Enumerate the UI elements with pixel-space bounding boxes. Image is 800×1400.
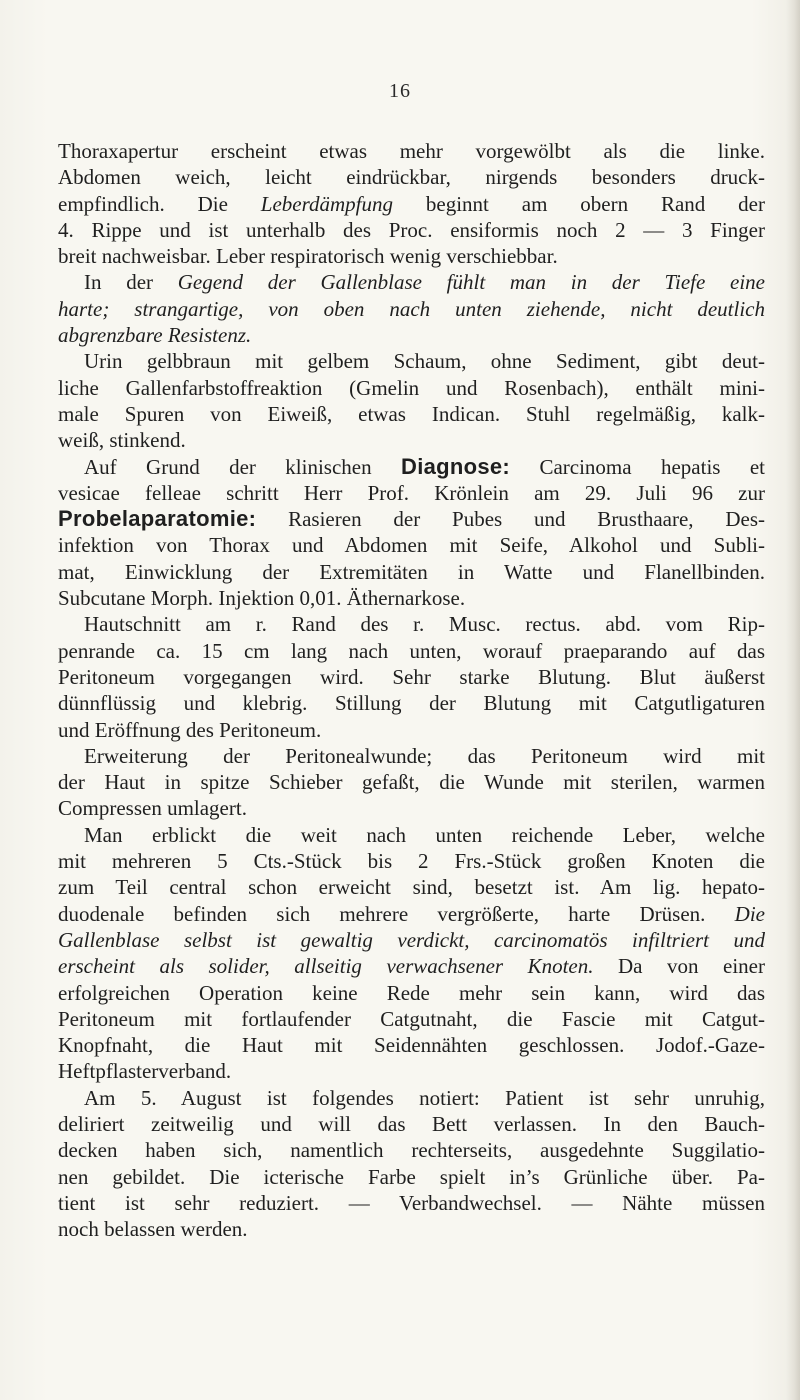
- text-segment: infektion von Thorax und Abdomen mit Seife, Alkohol und Subli-: [58, 533, 765, 558]
- text-line: [58, 1058, 765, 1084]
- text-line: [58, 769, 765, 795]
- text-segment: erfolgreichen Operation keine Rede mehr sein kann, wird das: [58, 980, 765, 1005]
- text-line: [58, 375, 765, 401]
- text-segment: Hautschnitt am r. Rand des r. Musc. rectus. abd. vom Rip-: [84, 612, 765, 637]
- text-line: [58, 269, 765, 295]
- text-line: [58, 480, 765, 506]
- text-line: [58, 164, 765, 190]
- text-line: [58, 191, 765, 217]
- text-segment: mit mehreren 5 Cts.-Stück bis 2 Frs.-Stück großen Knoten die: [58, 849, 765, 874]
- text-segment: mat, Einwicklung der Extremitäten in Watte und Flanellbinden.: [58, 559, 765, 584]
- text-line: [58, 1111, 765, 1137]
- text-line: [58, 795, 765, 821]
- emphasized-text: erscheint als solider, allseitig verwachsener Knoten.: [58, 954, 594, 979]
- text-line: [58, 1137, 765, 1163]
- text-segment: und Eröffnung des Peritoneum.: [58, 717, 322, 742]
- text-line: [58, 690, 765, 716]
- bold-heading-text: Probelaparatomie:: [58, 506, 257, 532]
- emphasized-text: Leberdämpfung: [260, 191, 394, 216]
- text-line: [58, 1032, 765, 1058]
- text-segment: nen gebildet. Die icterische Farbe spielt in’s Grünliche über. Pa-: [58, 1164, 765, 1189]
- text-segment: Auf Grund der klinischen: [84, 454, 401, 479]
- text-line: [58, 927, 765, 953]
- text-line: [58, 664, 765, 690]
- text-segment: Compressen umlagert.: [58, 796, 247, 821]
- text-line: [58, 717, 765, 743]
- text-segment: tient ist sehr reduziert. — Verbandwechsel. — Nähte müssen: [58, 1190, 765, 1215]
- text-line: [58, 559, 765, 585]
- text-line: [58, 296, 765, 322]
- text-line: [58, 980, 765, 1006]
- text-segment: zum Teil central schon erweicht sind, besetzt ist. Am lig. hepato-: [58, 875, 765, 900]
- text-segment: Thoraxapertur erscheint etwas mehr vorgewölbt als die linke.: [58, 139, 765, 163]
- body-text: [58, 138, 765, 1242]
- text-line: [58, 1006, 765, 1032]
- text-segment: In der: [84, 270, 178, 295]
- text-line: [58, 638, 765, 664]
- text-line: [58, 1216, 765, 1242]
- text-line: [58, 822, 765, 848]
- text-segment: penrande ca. 15 cm lang nach unten, worauf praeparando auf das: [58, 638, 765, 663]
- emphasized-text: Gegend der Gallenblase fühlt man in der Tiefe eine: [177, 270, 765, 295]
- text-segment: beginnt am obern Rand der: [393, 191, 765, 216]
- text-line: [58, 454, 765, 480]
- text-line: [58, 401, 765, 427]
- page-edge-shadow: [786, 0, 800, 1400]
- text-segment: deliriert zeitweilig und will das Bett verlassen. In den Bauch-: [58, 1111, 765, 1136]
- emphasized-text: Gallenblase selbst ist gewaltig verdickt, carcinomatös infiltriert und: [58, 927, 765, 952]
- text-line: [58, 611, 765, 637]
- text-line: [58, 743, 765, 769]
- text-segment: empfindlich. Die: [58, 191, 261, 216]
- text-segment: weiß, stinkend.: [58, 428, 186, 453]
- text-segment: male Spuren von Eiweiß, etwas Indican. Stuhl regelmäßig, kalk-: [58, 401, 765, 426]
- text-line: [58, 953, 765, 979]
- bold-heading-text: Diagnose:: [401, 453, 511, 479]
- text-segment: Subcutane Morph. Injektion 0,01. Äthernarkose.: [58, 586, 466, 611]
- text-segment: Carcinoma hepatis et: [510, 454, 765, 479]
- text-line: [58, 874, 765, 900]
- text-segment: breit nachweisbar. Leber respiratorisch wenig verschiebbar.: [58, 244, 558, 269]
- text-line: [58, 322, 765, 348]
- text-segment: Peritoneum vorgegangen wird. Sehr starke Blutung. Blut äußerst: [58, 664, 765, 689]
- text-segment: decken haben sich, namentlich rechterseits, ausgedehnte Suggilatio-: [58, 1138, 765, 1163]
- text-segment: 4. Rippe und ist unterhalb des Proc. ensiformis noch 2 — 3 Finger: [58, 217, 765, 242]
- text-segment: noch belassen werden.: [58, 1217, 248, 1242]
- page-number: 16: [389, 80, 411, 102]
- text-line: [58, 1085, 765, 1111]
- text-segment: Erweiterung der Peritonealwunde; das Peritoneum wird mit: [84, 743, 765, 768]
- text-line: [58, 243, 765, 269]
- text-segment: Rasieren der Pubes und Brusthaare, Des-: [256, 507, 765, 532]
- text-line: [58, 901, 765, 927]
- text-line: [58, 138, 765, 164]
- text-segment: liche Gallenfarbstoffreaktion (Gmelin und Rosenbach), enthält mini-: [58, 375, 765, 400]
- text-segment: der Haut in spitze Schieber gefaßt, die Wunde mit sterilen, warmen: [58, 770, 765, 795]
- emphasized-text: abgrenzbare Resistenz.: [58, 323, 252, 348]
- text-segment: Peritoneum mit fortlaufender Catgutnaht, die Fascie mit Catgut-: [58, 1006, 765, 1031]
- text-segment: Abdomen weich, leicht eindrückbar, nirgends besonders druck-: [58, 165, 765, 190]
- text-line: [58, 532, 765, 558]
- text-line: [58, 217, 765, 243]
- text-line: [58, 848, 765, 874]
- text-line: [58, 348, 765, 374]
- text-segment: Da von einer: [593, 954, 765, 979]
- text-segment: Urin gelbbraun mit gelbem Schaum, ohne Sediment, gibt deut-: [84, 349, 765, 374]
- emphasized-text: Die: [734, 901, 765, 926]
- text-line: [58, 506, 765, 532]
- text-line: [58, 427, 765, 453]
- text-segment: Am 5. August ist folgendes notiert: Patient ist sehr unruhig,: [84, 1085, 765, 1110]
- emphasized-text: harte; strangartige, von oben nach unten ziehende, nicht deutlich: [58, 296, 765, 321]
- text-segment: Man erblickt die weit nach unten reichende Leber, welche: [84, 822, 765, 847]
- text-segment: duodenale befinden sich mehrere vergrößerte, harte Drüsen.: [58, 901, 735, 926]
- text-segment: dünnflüssig und klebrig. Stillung der Blutung mit Catgutligaturen: [58, 691, 765, 716]
- text-line: [58, 1164, 765, 1190]
- text-segment: vesicae felleae schritt Herr Prof. Krönlein am 29. Juli 96 zur: [58, 480, 765, 505]
- text-segment: Heftpflasterverband.: [58, 1059, 232, 1084]
- text-segment: Knopfnaht, die Haut mit Seidennähten geschlossen. Jodof.-Gaze-: [58, 1033, 765, 1058]
- text-line: [58, 1190, 765, 1216]
- text-line: [58, 585, 765, 611]
